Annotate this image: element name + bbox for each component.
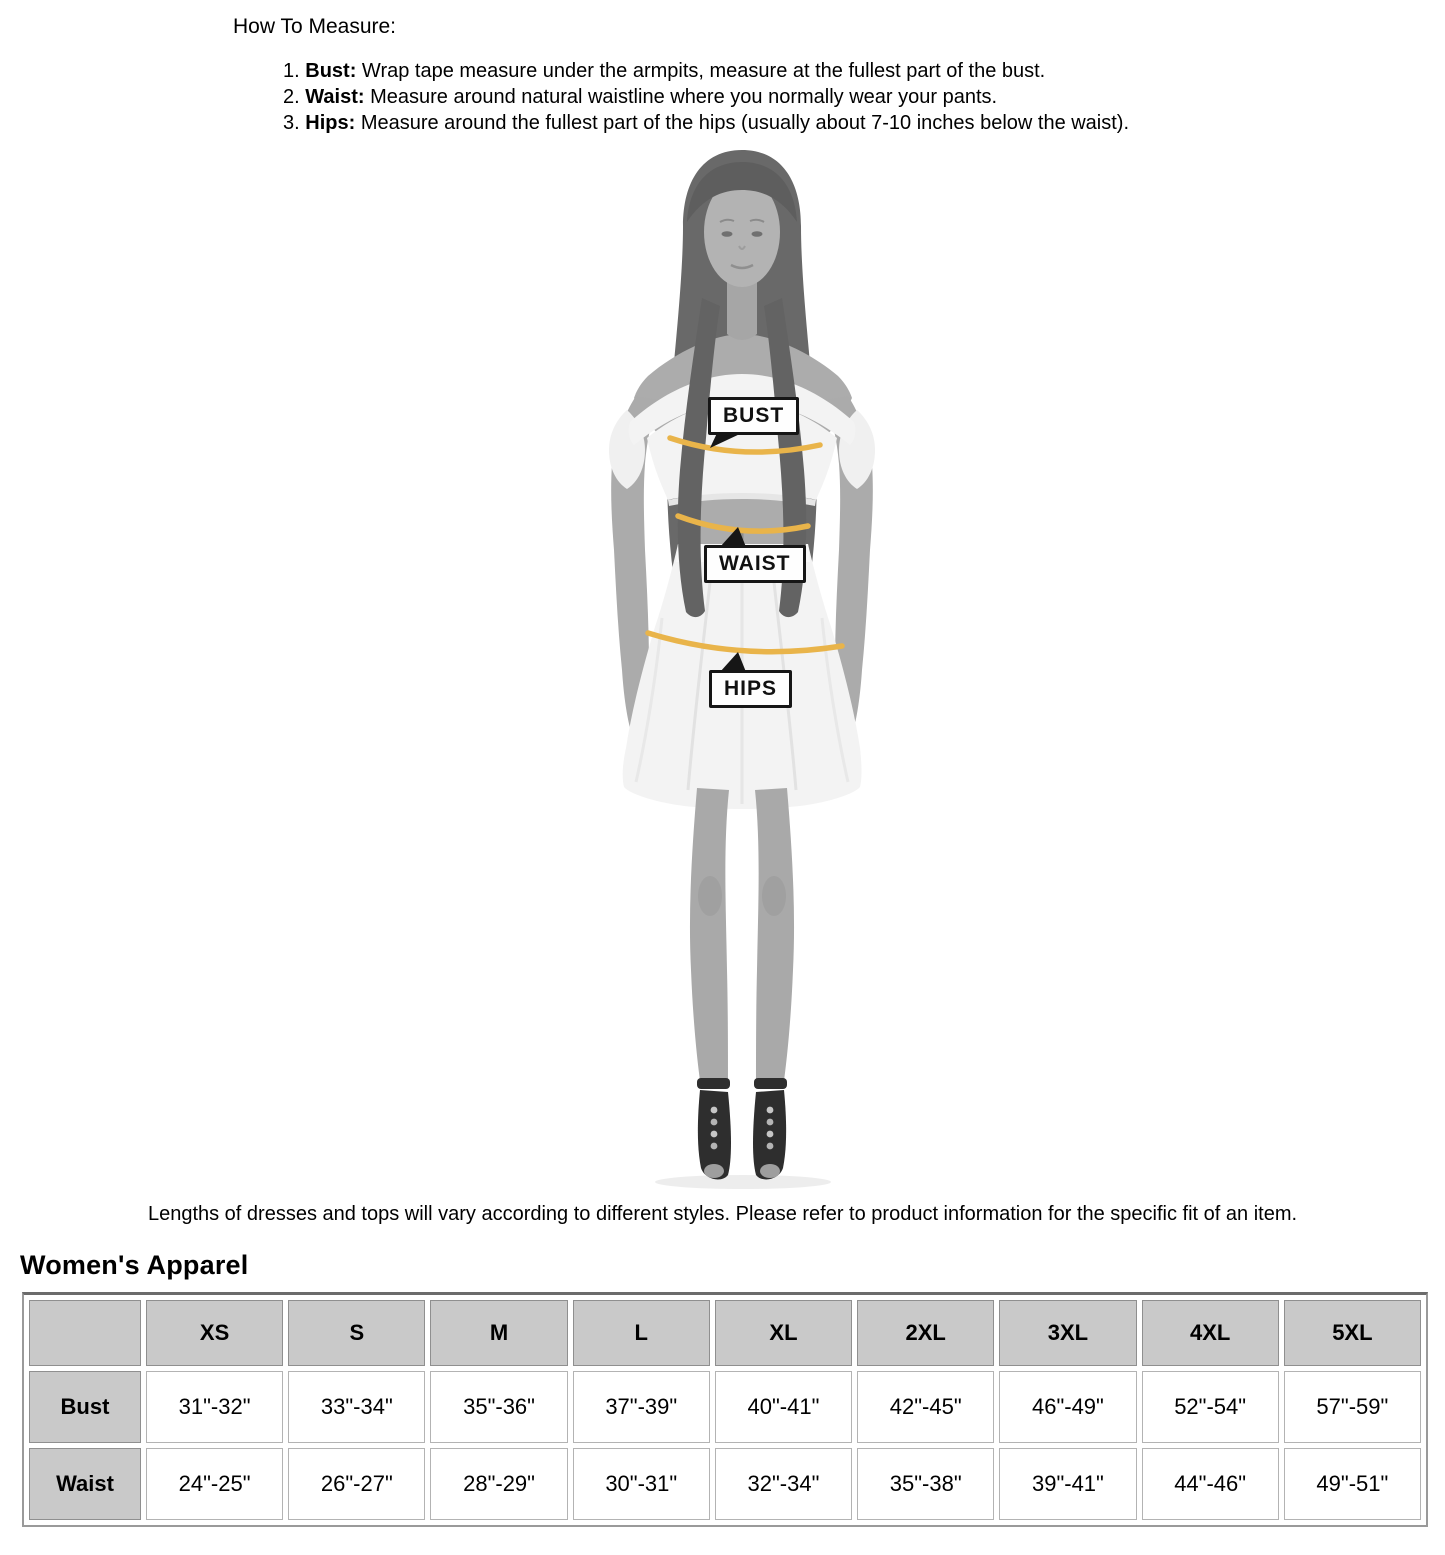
bust-row-label: Bust — [29, 1371, 141, 1443]
measure-step-waist — [283, 84, 1129, 110]
measure-step-bust — [283, 58, 1129, 84]
measure-steps-list — [283, 58, 1129, 136]
waist-value-5xl: 49"-51" — [1284, 1448, 1421, 1520]
bust-value-s: 33"-34" — [288, 1371, 425, 1443]
left-shoe — [697, 1078, 731, 1179]
womens-apparel-size-table — [22, 1292, 1428, 1527]
waist-value-xs: 24"-25" — [146, 1448, 283, 1520]
waist-value-m: 28"-29" — [430, 1448, 567, 1520]
womens-apparel-title: Women's Apparel — [20, 1250, 249, 1280]
bust-value-l: 37"-39" — [573, 1371, 710, 1443]
right-eye — [752, 231, 763, 237]
ground-shadow — [655, 1175, 831, 1189]
size-header-4xl: 4XL — [1142, 1300, 1279, 1366]
size-header-xl: XL — [715, 1300, 852, 1366]
size-header-row — [29, 1300, 1421, 1366]
left-leg — [690, 788, 729, 1088]
step-number: 3. — [283, 112, 300, 134]
waist-value-4xl: 44"-46" — [1142, 1448, 1279, 1520]
bust-row — [29, 1371, 1421, 1443]
waist-value-l: 30"-31" — [573, 1448, 710, 1520]
measure-step-hips — [283, 110, 1129, 136]
size-header-s: S — [288, 1300, 425, 1366]
corner-cell — [29, 1300, 141, 1366]
step-text: Measure around the fullest part of the hips (usually about 7-10 inches below the waist). — [360, 112, 1130, 134]
size-header-3xl: 3XL — [999, 1300, 1136, 1366]
waist-row — [29, 1448, 1421, 1520]
measurement-model-figure — [570, 148, 920, 1193]
step-term: Waist: — [305, 86, 365, 108]
right-shoe — [753, 1078, 787, 1179]
waist-row-label: Waist — [29, 1448, 141, 1520]
hips-label: HIPS — [709, 670, 792, 708]
size-header-5xl: 5XL — [1284, 1300, 1421, 1366]
waist-value-2xl: 35"-38" — [857, 1448, 994, 1520]
bust-value-5xl: 57"-59" — [1284, 1371, 1421, 1443]
size-header-l: L — [573, 1300, 710, 1366]
waist-value-xl: 32"-34" — [715, 1448, 852, 1520]
right-knee — [762, 876, 786, 916]
bust-value-xs: 31"-32" — [146, 1371, 283, 1443]
waist-value-3xl: 39"-41" — [999, 1448, 1136, 1520]
step-term: Bust: — [305, 60, 357, 82]
size-header-xs: XS — [146, 1300, 283, 1366]
step-text: Measure around natural waistline where you normally wear your pants. — [370, 86, 998, 108]
how-to-measure-title: How To Measure: — [233, 15, 397, 38]
bust-value-3xl: 46"-49" — [999, 1371, 1136, 1443]
size-header-m: M — [430, 1300, 567, 1366]
bust-value-2xl: 42"-45" — [857, 1371, 994, 1443]
fit-note: Lengths of dresses and tops will vary according to different styles. Please refer to product information for the specific fit of an item. — [147, 1203, 1298, 1225]
waist-value-s: 26"-27" — [288, 1448, 425, 1520]
bust-value-xl: 40"-41" — [715, 1371, 852, 1443]
step-text: Wrap tape measure under the armpits, measure at the fullest part of the bust. — [361, 60, 1046, 82]
step-number: 2. — [283, 86, 300, 108]
bust-value-m: 35"-36" — [430, 1371, 567, 1443]
step-number: 1. — [283, 60, 300, 82]
bust-value-4xl: 52"-54" — [1142, 1371, 1279, 1443]
size-header-2xl: 2XL — [857, 1300, 994, 1366]
step-term: Hips: — [305, 112, 356, 134]
left-eye — [722, 231, 733, 237]
left-knee — [698, 876, 722, 916]
waist-label: WAIST — [704, 545, 806, 583]
right-leg — [755, 788, 794, 1088]
bust-label: BUST — [708, 397, 799, 435]
